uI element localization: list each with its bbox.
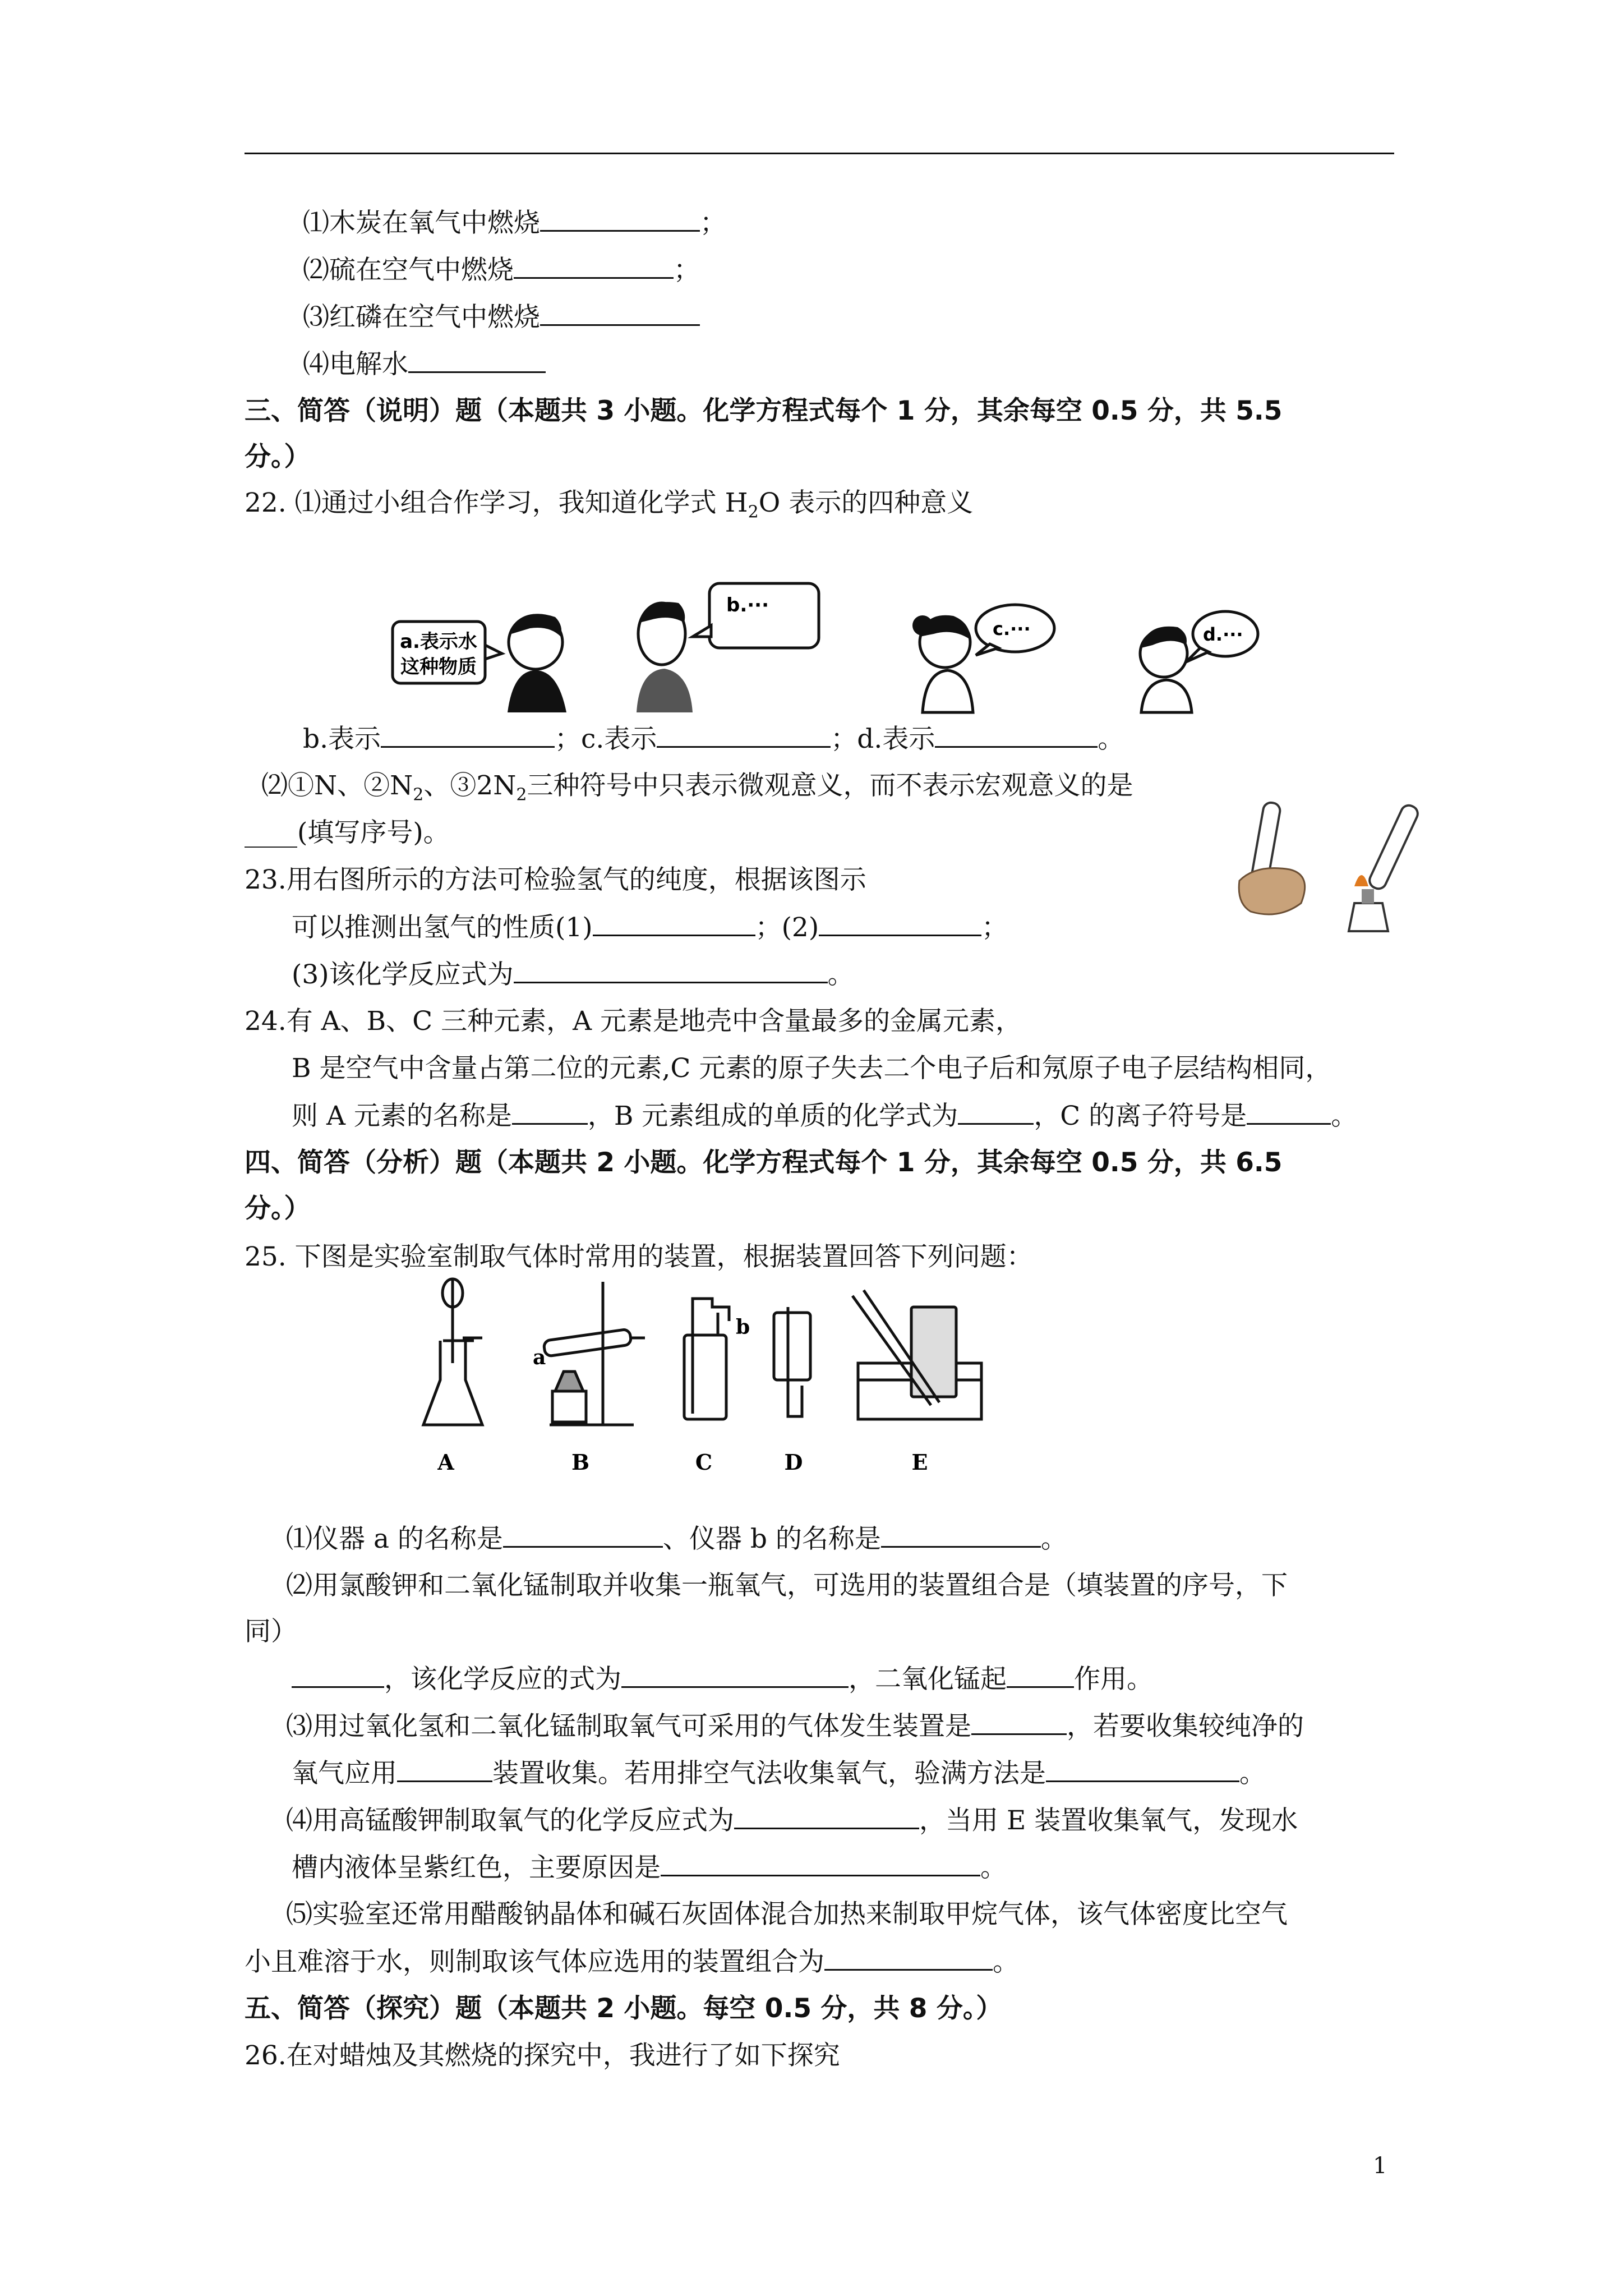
q21-item-2: ⑵硫在空气中燃烧 ；: [303, 252, 700, 288]
q25-part5: ⑸实验室还常用醋酸钠晶体和碱石灰固体混合加热来制取甲烷气体，该气体密度比空气: [286, 1899, 1288, 1930]
q25-part4-cont: 槽内液体呈紫红色，主要原因是 。: [292, 1850, 1007, 1885]
answer-blank-d[interactable]: [935, 721, 1098, 748]
apparatus-label-b: B: [571, 1450, 590, 1475]
q22-part2-answer: ____(填写序号)。: [245, 817, 450, 848]
q24-line1: 24.有 A、B、C 三种元素，A 元素是地壳中含量最多的金属元素，: [245, 1006, 1022, 1037]
alcohol-lamp-icon: [1349, 803, 1420, 931]
apparatus-label-d: D: [784, 1450, 803, 1475]
speech-bubble-b: [693, 583, 819, 648]
q23-line2: 可以推测出氢气的性质(1) ；(2) ；: [292, 910, 1008, 945]
q25-part1: ⑴仪器 a 的名称是 、仪器 b 的名称是 。: [286, 1521, 1067, 1557]
bubble-b-text: b.···: [726, 594, 769, 616]
answer-blank[interactable]: [514, 252, 674, 279]
answer-blank[interactable]: [734, 1803, 919, 1829]
apparatus-label-a: A: [437, 1450, 454, 1475]
test-tube-hand-icon: [1239, 802, 1305, 914]
answer-blank[interactable]: [824, 1944, 993, 1971]
speech-bubble-d: [1186, 611, 1258, 662]
person-d-icon: [1140, 627, 1192, 712]
header-rule: [245, 153, 1394, 154]
q25-part3-cont: 氧气应用 装置收集。若用排空气法收集氧气，验满方法是 。: [292, 1756, 1266, 1791]
label-a: a: [533, 1346, 546, 1369]
q22-intro: 22. ⑴通过小组合作学习，我知道化学式 $H_2O$ 表示的四种意义: [245, 487, 974, 522]
q21-item-1: ⑴木炭在氧气中燃烧 ；: [303, 205, 726, 241]
answer-blank[interactable]: [292, 1662, 384, 1688]
apparatus-e-icon: [852, 1290, 981, 1419]
q25-part4: ⑷用高锰酸钾制取氧气的化学反应式为 ，当用 E 装置收集氧气，发现水: [286, 1803, 1298, 1838]
apparatus-c-icon: [684, 1299, 729, 1419]
section-3-heading-cont: 分。）: [245, 441, 311, 472]
q25-part3: ⑶用过氧化氢和二氧化锰制取氧气可采用的气体发生装置是 ，若要收集较纯净的: [286, 1709, 1304, 1744]
answer-blank[interactable]: [593, 910, 755, 936]
answer-blank[interactable]: [397, 1756, 492, 1782]
section-4-heading-cont: 分。）: [245, 1193, 311, 1224]
page-number: 1: [1373, 2153, 1387, 2179]
q21-item-3: ⑶红磷在空气中燃烧: [303, 300, 700, 335]
q24-line2: B 是空气中含量占第二位的元素,C 元素的原子失去二个电子后和氖原子电子层结构相同，: [292, 1053, 1332, 1084]
answer-blank[interactable]: [958, 1098, 1034, 1125]
apparatus-b-icon: [543, 1282, 645, 1425]
answer-blank[interactable]: [512, 1098, 588, 1125]
answer-blank[interactable]: [661, 1850, 980, 1876]
q23-line3: (3)该化学反应式为 。: [292, 957, 854, 992]
answer-blank-b[interactable]: [381, 721, 555, 748]
answer-blank[interactable]: [1046, 1756, 1239, 1782]
section-4-heading: 四、简答（分析）题（本题共 2 小题。化学方程式每个 1 分，其余每空 0.5 分，共 6.5: [245, 1147, 1283, 1178]
answer-blank-c[interactable]: [657, 721, 831, 748]
section-3-heading: 三、简答（说明）题（本题共 3 小题。化学方程式每个 1 分，其余每空 0.5 分，共 5.5: [245, 395, 1283, 426]
answer-blank[interactable]: [540, 205, 700, 232]
speech-bubble-c: [976, 605, 1054, 655]
hydrogen-test-figure: [1234, 791, 1424, 942]
section-5-heading: 五、简答（探究）题（本题共 2 小题。每空 0.5 分，共 8 分。）: [245, 1993, 1003, 2024]
bubble-c-text: c.···: [993, 618, 1031, 639]
q22-bcd-line: b.表示 ；c.表示 ；d.表示 。: [303, 721, 1124, 757]
apparatus-label-e: E: [911, 1450, 928, 1475]
answer-blank[interactable]: [971, 1709, 1067, 1735]
q25-part2-cont: 同）: [245, 1616, 297, 1647]
q22-part2: ⑵①N、$②N_2$、$③2N_2$三种符号中只表示微观意义，而不表示宏观意义的是: [261, 770, 1133, 805]
q26-intro: 26.在对蜡烛及其燃烧的探究中，我进行了如下探究: [245, 2040, 840, 2071]
bubble-a-text-2: 这种物质: [400, 656, 477, 678]
answer-blank[interactable]: [503, 1521, 663, 1548]
q21-item-4: ⑷电解水: [303, 347, 546, 382]
bubble-d-text: d.···: [1203, 624, 1243, 645]
person-c-icon: [912, 615, 973, 712]
q23-line1: 23.用右图所示的方法可检验氢气的纯度，根据该图示: [245, 864, 866, 895]
q25-intro: 25. 下图是实验室制取气体时常用的装置，根据装置回答下列问题：: [245, 1241, 1033, 1272]
answer-blank[interactable]: [819, 910, 981, 936]
answer-blank[interactable]: [881, 1521, 1041, 1548]
answer-blank[interactable]: [514, 957, 828, 983]
answer-blank[interactable]: [621, 1662, 849, 1688]
answer-blank[interactable]: [1247, 1098, 1331, 1125]
q25-part5-cont: 小且难溶于水，则制取该气体应选用的装置组合为 。: [245, 1944, 1019, 1980]
q25-part2-answers: ，该化学反应的式为 ，二氧化锰起 作用。: [292, 1662, 1153, 1697]
apparatus-d-icon: [774, 1307, 810, 1416]
apparatus-a-icon: [423, 1279, 482, 1425]
q24-line3: 则 A 元素的名称是 ，B 元素组成的单质的化学式为 ，C 的离子符号是 。: [292, 1098, 1357, 1134]
apparatus-label-c: C: [695, 1450, 713, 1475]
label-b: b: [736, 1315, 750, 1339]
answer-blank[interactable]: [1007, 1662, 1074, 1688]
q25-part2: ⑵用氯酸钾和二氧化锰制取并收集一瓶氧气，可选用的装置组合是（填装置的序号，下: [286, 1570, 1288, 1601]
person-b-icon: [637, 602, 693, 712]
answer-blank[interactable]: [540, 300, 700, 326]
person-a-icon: [508, 614, 566, 712]
lab-apparatus-figure: [415, 1273, 1021, 1481]
answer-blank[interactable]: [408, 347, 546, 373]
speech-bubble-a: [393, 622, 502, 683]
cartoon-figure: [387, 572, 1262, 718]
bubble-a-text-1: a.表示水: [400, 631, 477, 653]
